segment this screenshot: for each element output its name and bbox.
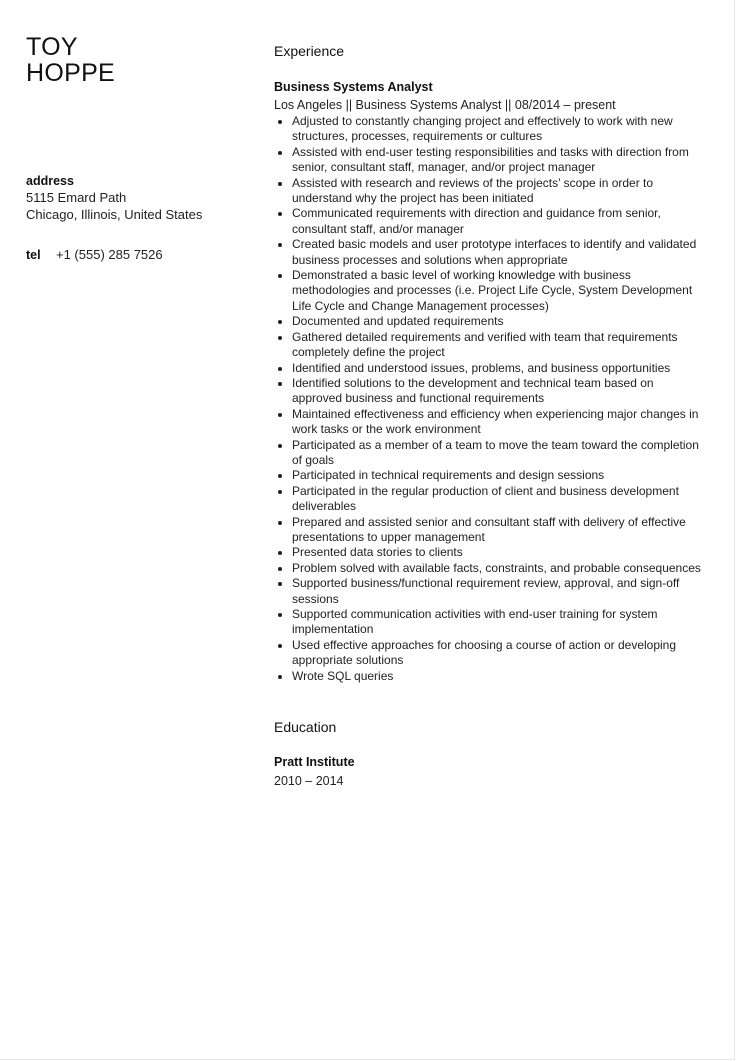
- job-meta: Los Angeles || Business Systems Analyst || 08/2014 – present: [274, 98, 616, 112]
- bullet-dot-icon: [278, 382, 282, 386]
- responsibility-item: [274, 361, 704, 376]
- last-name: HOPPE: [26, 59, 116, 87]
- responsibility-text: Participated as a member of a team to move the team toward the completion of goals: [292, 437, 699, 467]
- bullet-dot-icon: [278, 474, 282, 478]
- bullet-dot-icon: [278, 274, 282, 278]
- bullet-dot-icon: [278, 336, 282, 340]
- responsibility-item: [274, 330, 704, 361]
- responsibility-item: [274, 145, 704, 176]
- education-section: [274, 718, 704, 790]
- address-line-2: Chicago, Illinois, United States: [26, 207, 203, 222]
- responsibility-text: Supported communication activities with end-user training for system implementation: [292, 607, 658, 637]
- responsibility-text: Problem solved with available facts, constraints, and probable consequences: [292, 560, 701, 575]
- tel-value: +1 (555) 285 7526: [56, 247, 163, 262]
- responsibility-text: Adjusted to constantly changing project and effectively to work with new structures, processes, requirements or cultures: [292, 114, 673, 144]
- first-name: TOY: [26, 33, 78, 61]
- address-label: address: [26, 174, 74, 188]
- bullet-dot-icon: [278, 367, 282, 371]
- job-title: Business Systems Analyst: [274, 80, 433, 94]
- responsibility-item: [274, 515, 704, 546]
- responsibility-item: [274, 607, 704, 638]
- bullet-dot-icon: [278, 644, 282, 648]
- bullet-dot-icon: [278, 182, 282, 186]
- responsibility-text: Supported business/functional requirement review, approval, and sign-off sessions: [292, 576, 680, 606]
- responsibility-text: Maintained effectiveness and efficiency when experiencing major changes in work tasks or the work environment: [292, 406, 699, 437]
- responsibility-item: [274, 237, 704, 268]
- responsibility-text: Documented and updated requirements: [292, 314, 504, 329]
- bullet-dot-icon: [278, 582, 282, 586]
- responsibility-item: [274, 206, 704, 237]
- responsibility-text: Gathered detailed requirements and verified with team that requirements completely define the project: [292, 329, 678, 360]
- bullet-dot-icon: [278, 212, 282, 216]
- bullet-dot-icon: [278, 675, 282, 679]
- bullet-dot-icon: [278, 521, 282, 525]
- responsibility-item: [274, 176, 704, 207]
- phone-row: [26, 246, 163, 263]
- responsibility-text: Identified and understood issues, problems, and business opportunities: [292, 360, 671, 375]
- responsibility-item: [274, 484, 704, 515]
- responsibility-item: [274, 268, 704, 314]
- responsibility-text: Created basic models and user prototype interfaces to identify and validated business processes and solutions when appropriate: [292, 237, 697, 267]
- responsibility-item: [274, 561, 704, 576]
- responsibility-item: [274, 669, 704, 684]
- responsibility-text: Identified solutions to the development and technical team based on approved business and functional requirements: [292, 375, 654, 406]
- responsibilities-list: [274, 114, 704, 684]
- school-name: Pratt Institute: [274, 755, 355, 770]
- responsibility-text: Participated in the regular production of client and business development deliverables: [292, 483, 679, 514]
- bullet-dot-icon: [278, 490, 282, 494]
- bullet-dot-icon: [278, 151, 282, 155]
- bullet-dot-icon: [278, 613, 282, 617]
- bullet-dot-icon: [278, 413, 282, 417]
- responsibility-item: [274, 576, 704, 607]
- candidate-name: [26, 34, 248, 86]
- bullet-dot-icon: [278, 120, 282, 124]
- responsibility-item: [274, 468, 704, 483]
- experience-heading: Experience: [274, 43, 345, 59]
- responsibility-text: Communicated requirements with direction and guidance from senior, consultant staff, and/or manager: [292, 206, 661, 236]
- responsibility-text: Prepared and assisted senior and consultant staff with delivery of effective presentations to upper management: [292, 514, 686, 544]
- bullet-dot-icon: [278, 444, 282, 448]
- responsibility-item: [274, 314, 704, 329]
- responsibility-text: Assisted with research and reviews of the projects’ scope in order to understand why the project has been initiated: [292, 175, 654, 206]
- responsibility-text: Used effective approaches for choosing a course of action or developing appropriate solutions: [292, 637, 677, 668]
- experience-section: [274, 42, 704, 684]
- responsibility-text: Assisted with end-user testing responsibilities and tasks with direction from senior, consultant staff, manager, and/or project manager: [292, 144, 689, 175]
- responsibility-item: [274, 438, 704, 469]
- bullet-dot-icon: [278, 243, 282, 247]
- main-content: [274, 42, 704, 790]
- address-block: [26, 173, 202, 223]
- responsibility-text: Wrote SQL queries: [292, 668, 394, 683]
- responsibility-item: [274, 545, 704, 560]
- education-heading: Education: [274, 719, 337, 736]
- responsibility-item: [274, 114, 704, 145]
- address-line-1: 5115 Emard Path: [26, 190, 127, 205]
- responsibility-item: [274, 376, 704, 407]
- responsibility-item: [274, 407, 704, 438]
- bullet-dot-icon: [278, 567, 282, 571]
- education-years: 2010 – 2014: [274, 774, 344, 789]
- responsibility-text: Participated in technical requirements and design sessions: [292, 468, 605, 483]
- responsibility-item: [274, 638, 704, 669]
- sidebar: [26, 33, 248, 262]
- bullet-dot-icon: [278, 320, 282, 324]
- responsibility-text: Presented data stories to clients: [292, 545, 463, 560]
- tel-label: tel: [26, 248, 41, 262]
- responsibility-text: Demonstrated a basic level of working knowledge with business methodologies and processes (i.e. Project Life Cycle, System Development Life Cycle and Change Management processes): [292, 268, 693, 313]
- bullet-dot-icon: [278, 551, 282, 555]
